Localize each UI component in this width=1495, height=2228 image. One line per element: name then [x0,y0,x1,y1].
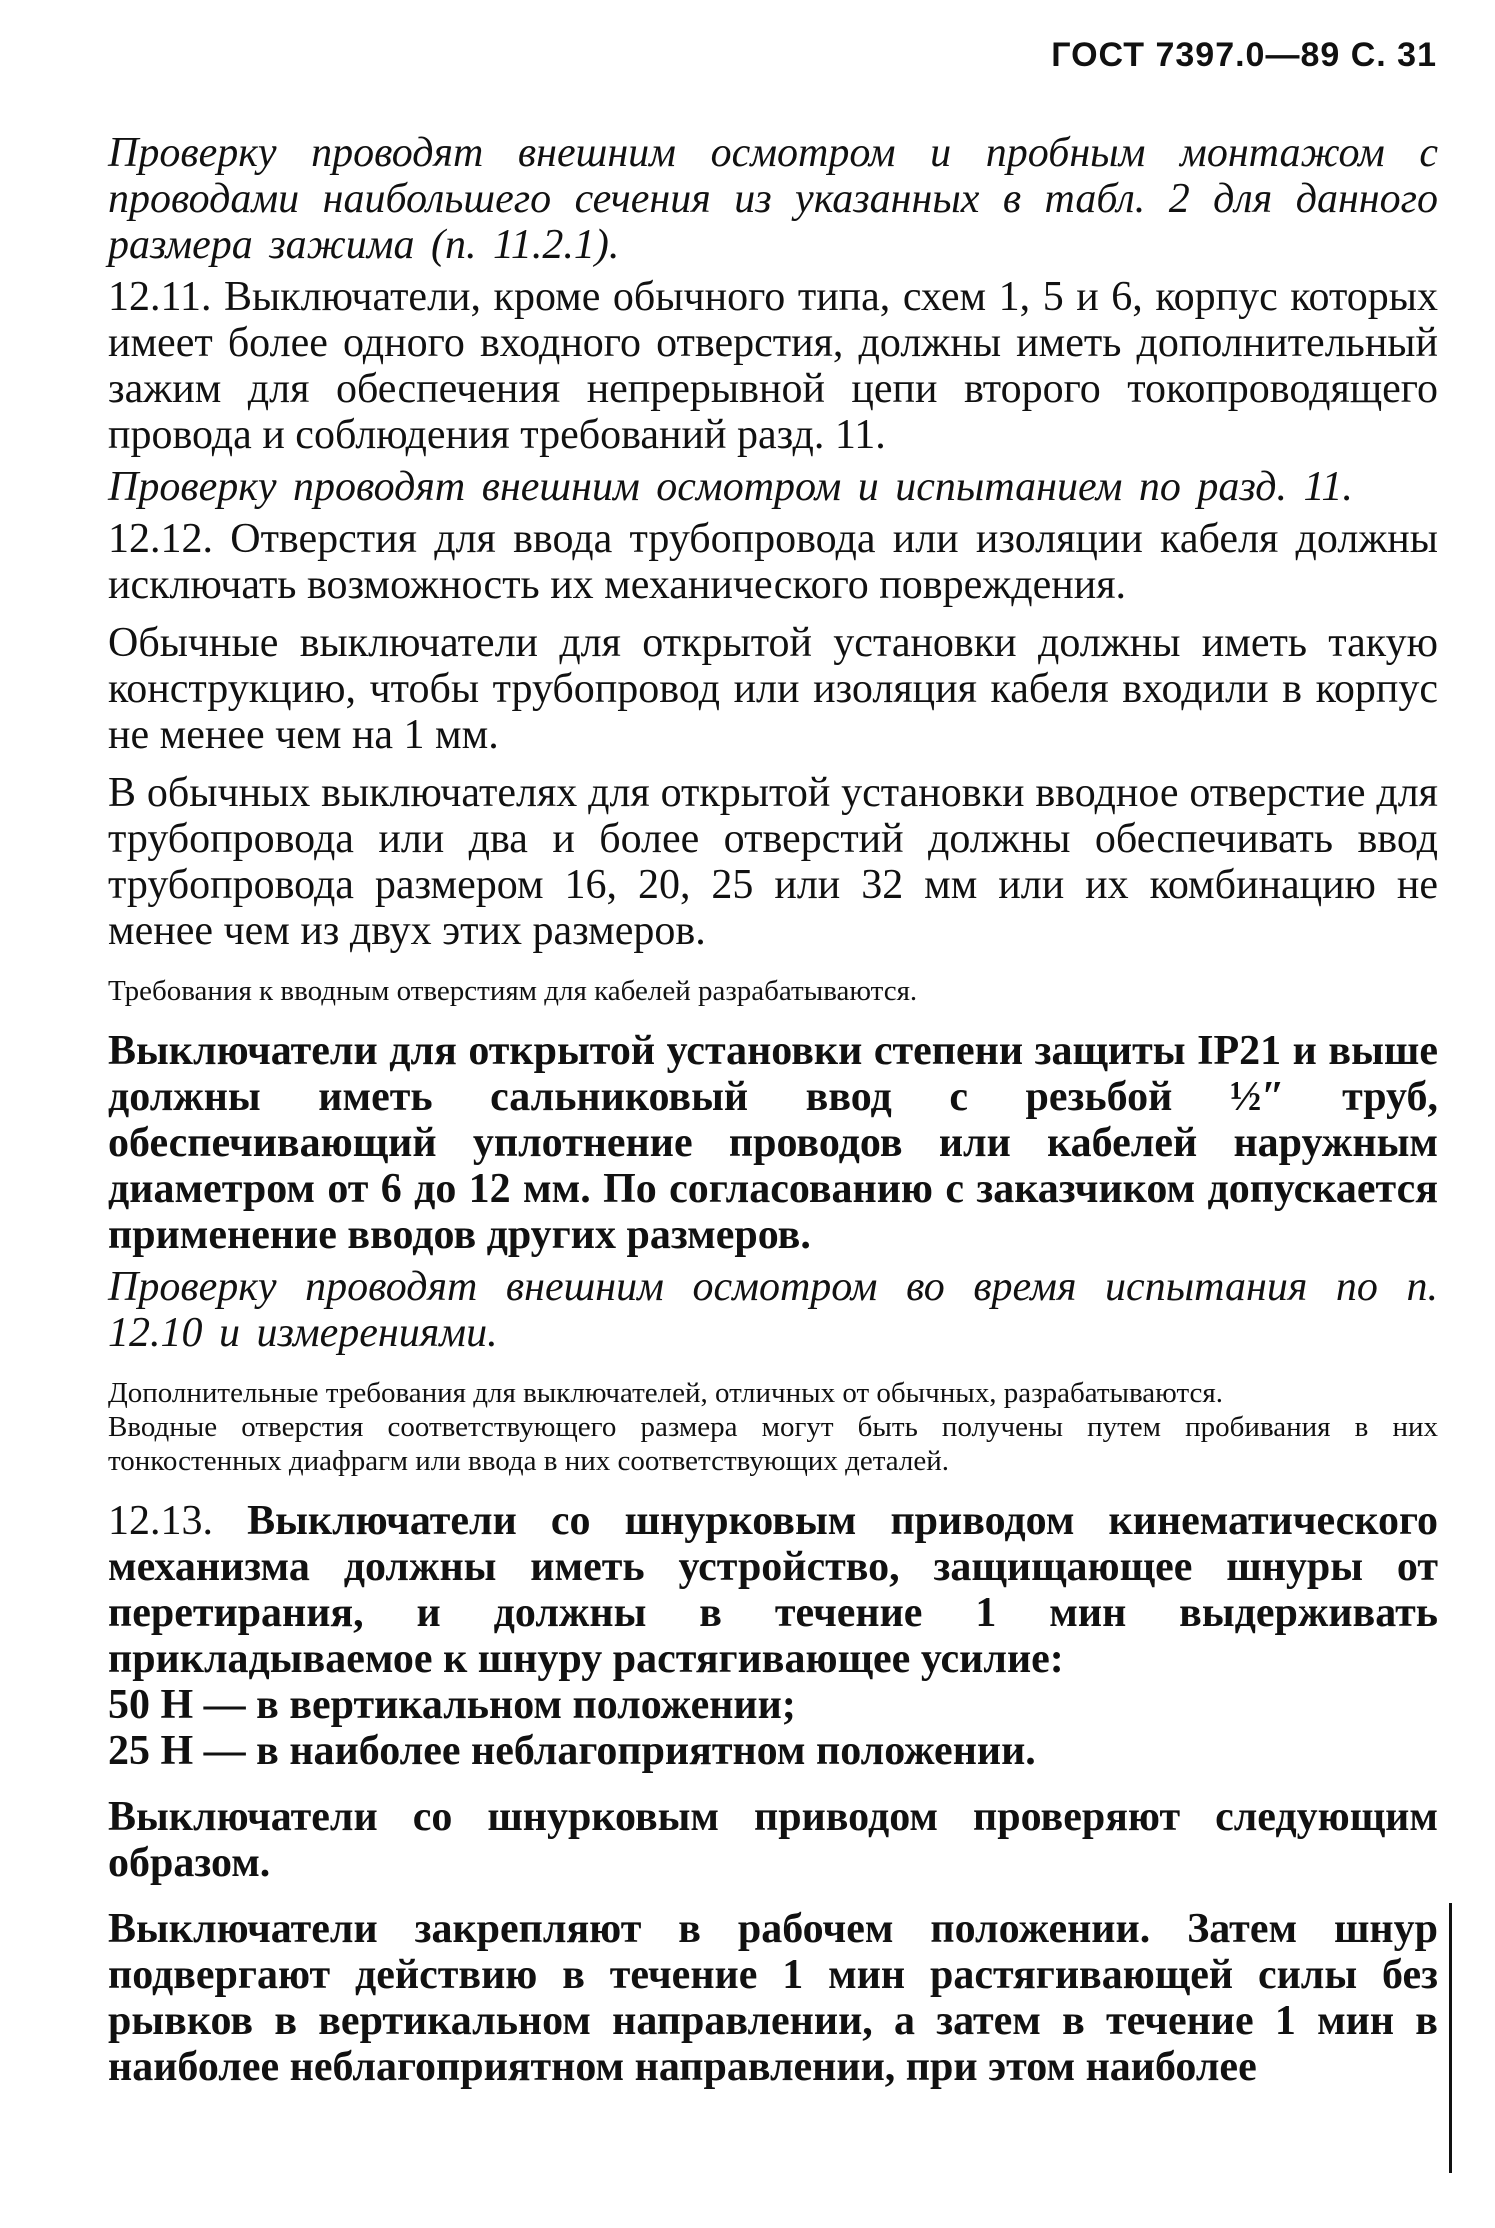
paragraph-conduit-sizes: В обычных выключателях для открытой установки вводное отверстие для трубопровода или два и более отверстий должны обеспечивать ввод трубопровода размером 16, 20, 25 или 32 мм или их комбинацию не менее чем из двух этих размеров. [108,770,1438,954]
clause-12-13 [108,1498,1438,1682]
paragraph-check-method-1: Проверку проводят внешним осмотром и пробным монтажом с проводами наибольшего сечения из указанных в табл. 2 для данного размера зажима (п. 11.2.1). [108,130,1438,268]
paragraph-check-method-2: Проверку проводят внешним осмотром и испытанием по разд. 11. [108,464,1353,510]
paragraph-test-steps: Выключатели закрепляют в рабочем положении. Затем шнур подвергают действию в течение 1 мин растягивающей силы без рывков в вертикальном направлении, а затем в течение 1 мин в наиболее неблагоприятном направлении, при этом наиболее [108,1906,1438,2090]
clause-number: 12.13. [108,1498,213,1544]
note-cable-entries: Требования к вводным отверстиям для кабелей разрабатываются. [108,975,918,1007]
clause-12-12 [108,516,1438,608]
paragraph-check-method-3: Проверку проводят внешним осмотром во время испытания по п. 12.10 и измерениями. [108,1264,1438,1356]
running-header: ГОСТ 7397.0—89 С. 31 [1051,36,1437,74]
page-body [108,130,1438,2090]
clause-number: 12.12. [108,516,213,562]
paragraph-test-procedure: Выключатели со шнурковым приводом проверяют следующим образом. [108,1794,1438,1886]
clause-text: Отверстия для ввода трубопровода или изоляции кабеля должны исключать возможность их механического повреждения. [108,516,1438,608]
clause-number: 12.11. [108,274,212,320]
clause-12-11 [108,274,1438,458]
paragraph-conduit-depth: Обычные выключатели для открытой установки должны иметь такую конструкцию, чтобы трубопровод или изоляция кабеля входили в корпус не менее чем на 1 мм. [108,620,1438,758]
clause-text: Выключатели со шнурковым приводом кинематического механизма должны иметь устройство, защищающее шнуры от перетирания, и должны в течение 1 мин выдерживать прикладываемое к шнуру растягивающее усилие: [108,1498,1439,1682]
revision-margin-bar [1449,1903,1452,2173]
note-knockouts: Вводные отверстия соответствующего размера могут быть получены путем пробивания в них тонкостенных диафрагм или ввода в них соответствующих деталей. [108,1411,1438,1477]
paragraph-ip21-gland: Выключатели для открытой установки степени защиты IP21 и выше должны иметь сальниковый ввод с резьбой ½″ труб, обеспечивающий уплотнение проводов или кабелей наружным диаметром от 6 до 12 мм. По согласованию с заказчиком допускается применение вводов других размеров. [108,1028,1438,1258]
force-vertical: 50 Н — в вертикальном положении; [108,1682,796,1728]
clause-text: Выключатели, кроме обычного типа, схем 1, 5 и 6, корпус которых имеет более одного входного отверстия, должны иметь дополнительный зажим для обеспечения непрерывной цепи второго токопроводящего провода и соблюдения требований разд. 11. [108,274,1439,458]
note-additional-requirements: Дополнительные требования для выключателей, отличных от обычных, разрабатываются. [108,1377,1223,1409]
force-unfavourable: 25 Н — в наиболее неблагоприятном положении. [108,1728,1036,1774]
